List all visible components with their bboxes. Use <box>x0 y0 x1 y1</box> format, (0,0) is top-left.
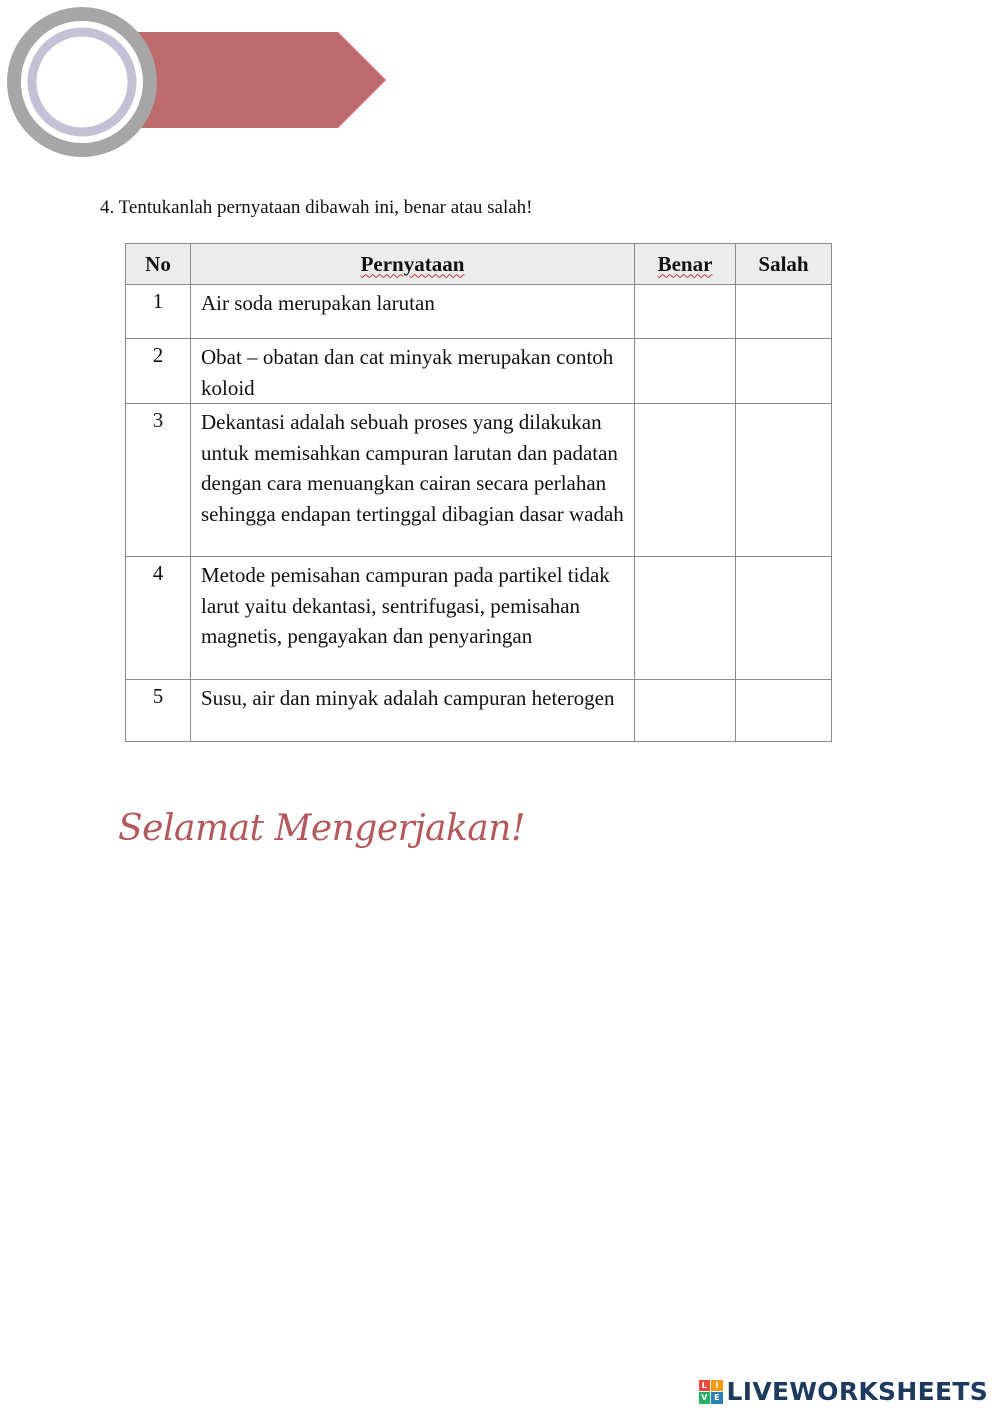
header-statement <box>191 244 635 285</box>
question-prompt: 4. Tentukanlah pernyataan dibawah ini, benar atau salah! <box>100 197 533 218</box>
answer-salah-cell[interactable] <box>736 339 832 404</box>
logo-letter: V <box>699 1392 711 1404</box>
statement-text: Metode pemisahan campuran pada partikel tidak larut yaitu dekantasi, sentrifugasi, pemisahan magnetis, pengayakan dan penyaringan <box>191 557 635 680</box>
table-row <box>126 680 832 742</box>
header-true <box>635 244 736 285</box>
statement-text: Air soda merupakan larutan <box>191 285 635 339</box>
table-header-row <box>126 244 832 285</box>
table-row <box>126 404 832 557</box>
table-row <box>126 557 832 680</box>
logo-letter: I <box>711 1380 723 1392</box>
row-number: 1 <box>126 285 191 339</box>
table-row <box>126 285 832 339</box>
closing-message: Selamat Mengerjakan! <box>118 808 525 849</box>
liveworksheets-brand <box>699 1377 988 1406</box>
row-number: 2 <box>126 339 191 404</box>
statement-text: Obat – obatan dan cat minyak merupakan contoh koloid <box>191 339 635 404</box>
row-number: 5 <box>126 680 191 742</box>
answer-salah-cell[interactable] <box>736 680 832 742</box>
answer-benar-cell[interactable] <box>635 557 736 680</box>
liveworksheets-logo-icon <box>699 1380 723 1404</box>
header-false: Salah <box>736 244 832 285</box>
header-no: No <box>126 244 191 285</box>
answer-benar-cell[interactable] <box>635 285 736 339</box>
answer-benar-cell[interactable] <box>635 339 736 404</box>
header-decoration <box>0 0 400 170</box>
answer-salah-cell[interactable] <box>736 285 832 339</box>
header-statement-label: Pernyataan <box>360 251 465 276</box>
row-number: 3 <box>126 404 191 557</box>
answer-benar-cell[interactable] <box>635 404 736 557</box>
answer-salah-cell[interactable] <box>736 557 832 680</box>
answer-salah-cell[interactable] <box>736 404 832 557</box>
row-number: 4 <box>126 557 191 680</box>
statement-table <box>125 243 832 742</box>
statement-text: Susu, air dan minyak adalah campuran heterogen <box>191 680 635 742</box>
answer-benar-cell[interactable] <box>635 680 736 742</box>
table-row <box>126 339 832 404</box>
brand-name: LIVEWORKSHEETS <box>726 1377 988 1406</box>
logo-letter: L <box>699 1380 711 1392</box>
header-circle-center <box>37 37 127 127</box>
statement-text: Dekantasi adalah sebuah proses yang dilakukan untuk memisahkan campuran larutan dan padatan dengan cara menuangkan cairan secara perlahan sehingga endapan tertinggal dibagian dasar wadah <box>191 404 635 557</box>
logo-letter: E <box>711 1392 723 1404</box>
header-true-label: Benar <box>657 251 713 276</box>
